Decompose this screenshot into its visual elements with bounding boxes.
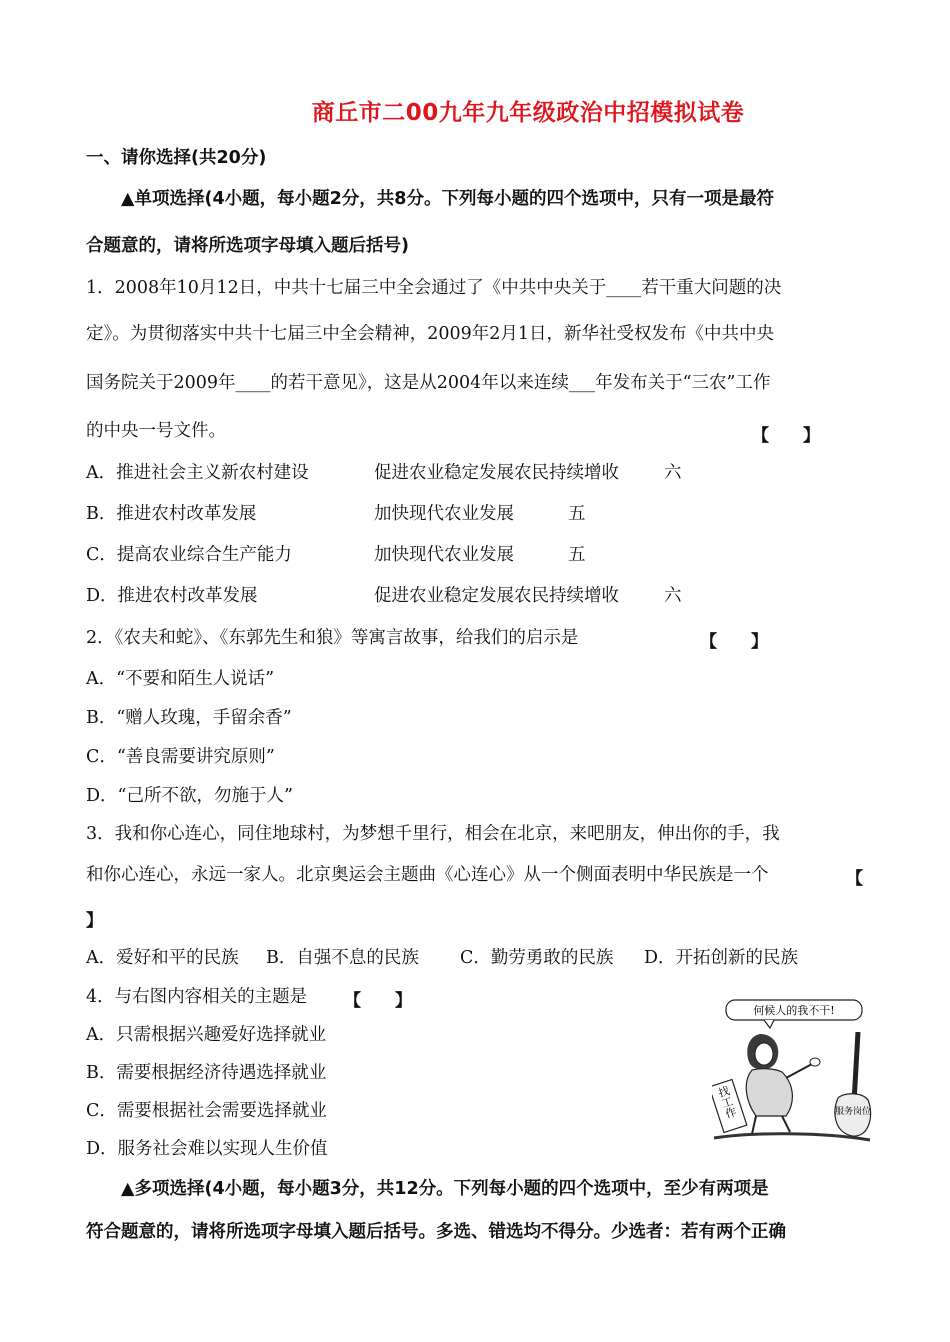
q3-line1: 3．我和你心连心，同住地球村，为梦想千里行，相会在北京，来吧朋友，伸出你的手，我 xyxy=(86,824,780,844)
q3-bracket-close: 】 xyxy=(86,911,103,931)
q2-option-c: C．“善良需要讲究原则” xyxy=(86,747,275,767)
multi-choice-intro: ▲多项选择(4小题，每小题3分，共12分。下列每小题的四个选项中，至少有两项是 xyxy=(121,1179,769,1199)
q2-stem: 2．《农夫和蛇》、《东郭先生和狼》等寓言故事，给我们的启示是 xyxy=(86,628,579,648)
q2-option-d: D．“己所不欲，勿施于人” xyxy=(86,786,293,806)
q4-answer-bracket: 【 】 xyxy=(344,991,412,1011)
q3-option-a: A．爱好和平的民族 xyxy=(86,948,239,968)
q1-option-b-c: 五 xyxy=(568,504,586,524)
q3-line2: 和你心连心，永远一家人。北京奥运会主题曲《心连心》从一个侧面表明中华民族是一个 xyxy=(86,865,769,885)
q1-option-a-c: 六 xyxy=(664,463,682,483)
q1-option-c-b: 加快现代农业发展 xyxy=(374,545,514,565)
q3-option-c: C．勤劳勇敢的民族 xyxy=(460,948,614,968)
multi-choice-intro-cont: 符合题意的，请将所选项字母填入题后括号。多选、错选均不得分。少选者：若有两个正确 xyxy=(86,1222,786,1242)
cartoon-speech-text: 何候人的我不干! xyxy=(753,1004,835,1017)
q3-bracket-open: 【 xyxy=(846,869,863,889)
q1-option-b: B．推进农村改革发展 xyxy=(86,504,257,524)
q1-option-c-c: 五 xyxy=(568,545,586,565)
q1-option-d-c: 六 xyxy=(664,586,682,606)
q1-answer-bracket: 【 】 xyxy=(752,426,820,446)
q1-option-d: D．推进农村改革发展 xyxy=(86,586,258,606)
q1-line1: 1．2008年10月12日，中共十七届三中全会通过了《中共中央关于____若干重大问题的决 xyxy=(86,278,782,298)
q1-option-c: C．提高农业综合生产能力 xyxy=(86,545,292,565)
q2-answer-bracket: 【 】 xyxy=(700,632,768,652)
q4-stem: 4．与右图内容相关的主题是 xyxy=(86,987,308,1007)
q4-option-a: A．只需根据兴趣爱好选择就业 xyxy=(86,1025,327,1045)
q2-option-b: B．“赠人玫瑰，手留余香” xyxy=(86,708,292,728)
q2-option-a: A．“不要和陌生人说话” xyxy=(86,669,275,689)
q1-line3: 国务院关于2009年____的若干意见》，这是从2004年以来连续___年发布关于“三农”工作 xyxy=(86,373,771,393)
q4-option-c: C．需要根据社会需要选择就业 xyxy=(86,1101,327,1121)
cartoon-bag-text: 服务岗位 xyxy=(834,1107,872,1117)
section-heading: 一、请你选择(共20分) xyxy=(86,148,267,168)
q4-option-d: D．服务社会难以实现人生价值 xyxy=(86,1139,328,1159)
exam-title: 商丘市二00九年九年级政治中招模拟试卷 xyxy=(311,100,745,126)
q1-option-a-b: 促进农业稳定发展农民持续增收 xyxy=(374,463,619,483)
job-cartoon-image xyxy=(712,998,872,1144)
q1-option-b-b: 加快现代农业发展 xyxy=(374,504,514,524)
cartoon-sign-text: 找工作 xyxy=(715,1084,739,1120)
q1-line2: 定》。为贯彻落实中共十七届三中全会精神，2009年2月1日，新华社受权发布《中共中央 xyxy=(86,324,775,344)
q1-option-d-b: 促进农业稳定发展农民持续增收 xyxy=(374,586,619,606)
q4-option-b: B．需要根据经济待遇选择就业 xyxy=(86,1063,327,1083)
q3-option-b: B．自强不息的民族 xyxy=(266,948,419,968)
q1-option-a: A．推进社会主义新农村建设 xyxy=(86,463,309,483)
q1-line4: 的中央一号文件。 xyxy=(86,421,226,441)
single-choice-intro: ▲单项选择(4小题，每小题2分，共8分。下列每小题的四个选项中，只有一项是最符 xyxy=(121,189,774,209)
q3-option-d: D．开拓创新的民族 xyxy=(644,948,799,968)
single-choice-intro-cont: 合题意的，请将所选项字母填入题后括号) xyxy=(86,236,409,256)
